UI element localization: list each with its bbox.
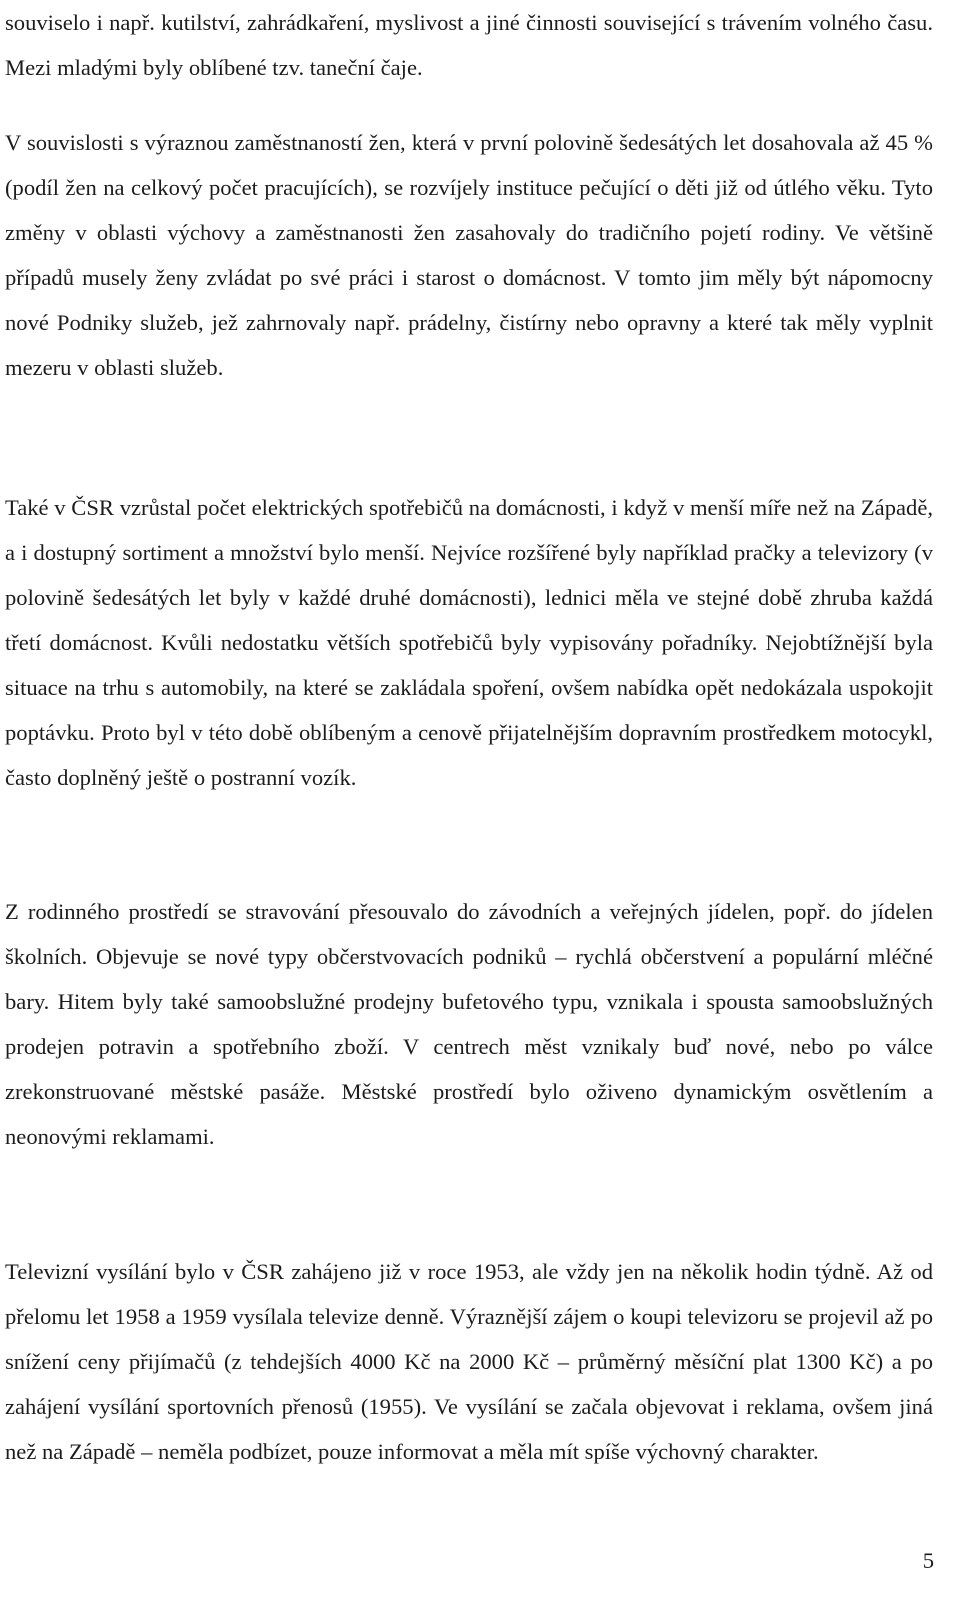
paragraph-leisure: souviselo i např. kutilství, zahrádkaření, myslivost a jiné činnosti související s trávením volného času. Mezi mladými byly oblíbené tzv. taneční čaje. bbox=[5, 10, 933, 80]
paragraph-appliances: Také v ČSR vzrůstal počet elektrických spotřebičů na domácnosti, i když v menší míře než na Západě, a i dostupný sortiment a množství bylo menší. Nejvíce rozšířené byly například pračky a televizory (v polovině šedesátých let byly v každé druhé domácnosti), lednici měla ve stejné době zhruba každá třetí domácnost. Kvůli nedostatku větších spotřebičů byly vypisovány pořadníky. Nejobtížnější byla situace na trhu s automobily, na které se zakládala spoření, ovšem nabídka opět nedokázala uspokojit poptávku. Proto byl v této době oblíbeným a cenově přijatelnějším dopravním prostředkem motocykl, často doplněný ještě o postranní vozík. bbox=[5, 495, 933, 790]
paragraph-television: Televizní vysílání bylo v ČSR zahájeno již v roce 1953, ale vždy jen na několik hodin týdně. Až od přelomu let 1958 a 1959 vysílala televize denně. Výraznější zájem o koupi televizoru se projevil až po snížení ceny přijímačů (z tehdejších 4000 Kč na 2000 Kč – průměrný měsíční plat 1300 Kč) a po zahájení vysílání sportovních přenosů (1955). Ve vysílání se začala objevovat i reklama, ovšem jiná než na Západě – neměla podbízet, pouze informovat a měla mít spíše výchovný charakter. bbox=[5, 1259, 933, 1464]
page-number: 5 bbox=[922, 1548, 934, 1573]
paragraph-women-employment: V souvislosti s výraznou zaměstnaností žen, která v první polovině šedesátých let dosahovala až 45 % (podíl žen na celkový počet pracujících), se rozvíjely instituce pečující o děti již od útlého věku. Tyto změny v oblasti výchovy a zaměstnanosti žen zasahovaly do tradičního pojetí rodiny. Ve většině případů musely ženy zvládat po své práci i starost o domácnost. V tomto jim měly být nápomocny nové Podniky služeb, jež zahrnovaly např. prádelny, čistírny nebo opravny a které tak měly vyplnit mezeru v oblasti služeb. bbox=[5, 130, 933, 380]
paragraph-dining: Z rodinného prostředí se stravování přesouvalo do závodních a veřejných jídelen, popř. do jídelen školních. Objevuje se nové typy občerstvovacích podniků – rychlá občerstvení a populární mléčné bary. Hitem byly také samoobslužné prodejny bufetového typu, vznikala i spousta samoobslužných prodejen potravin a spotřebního zboží. V centrech měst vznikaly buď nové, nebo po válce zrekonstruované městské pasáže. Městské prostředí bylo oživeno dynamickým osvětlením a neonovými reklamami. bbox=[5, 899, 933, 1149]
